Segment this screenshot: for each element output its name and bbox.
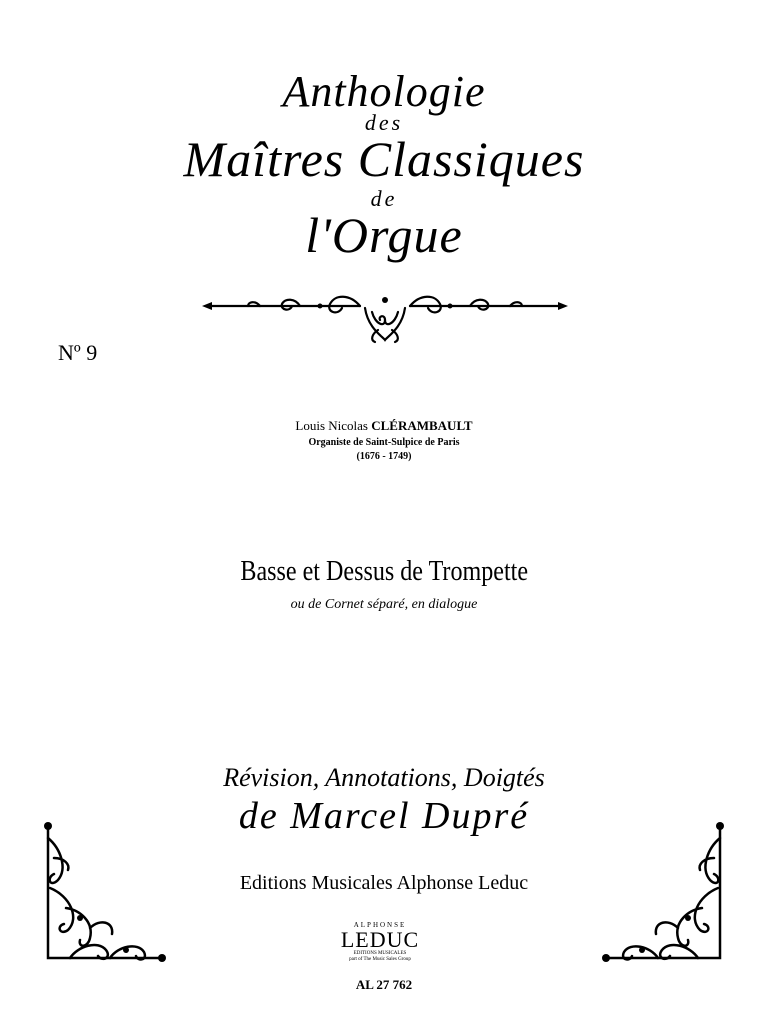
composer-first-name: Louis Nicolas <box>295 418 368 433</box>
catalog-number: AL 27 762 <box>355 977 413 992</box>
title-line-des: des <box>364 110 404 135</box>
reviser-line: de Marcel Dupré <box>238 795 530 837</box>
logo-sub-text-1: EDITIONS MUSICALES <box>353 951 407 956</box>
title-line-orgue: l'Orgue <box>305 207 463 263</box>
composer-dates: (1676 - 1749) <box>356 451 412 462</box>
title-line-anthologie: Anthologie <box>282 67 486 116</box>
publisher-name: Editions Musicales Alphonse Leduc <box>239 872 529 894</box>
work-title: Basse et Dessus de Trompette <box>240 556 528 587</box>
logo-sub-text-2: part of The Music Sales Group <box>349 957 411 962</box>
logo-main-text: LEDUC <box>340 927 420 952</box>
composer-position: Organiste de Saint-Sulpice de Paris <box>308 437 460 448</box>
title-line-maitres-classiques: Maîtres Classiques <box>183 131 585 187</box>
publisher-logo <box>338 918 422 970</box>
logo-top-text: ALPHONSE <box>353 921 407 929</box>
title-line-de: de <box>370 186 398 211</box>
work-title-wrap <box>0 556 768 588</box>
composer-last-name: CLÉRAMBAULT <box>371 418 473 433</box>
ornament-divider-icon <box>200 290 570 346</box>
work-subtitle: ou de Cornet séparé, en dialogue <box>290 597 478 612</box>
revision-line: Révision, Annotations, Doigtés <box>223 763 545 792</box>
composer-name <box>0 418 768 434</box>
volume-number: Nº 9 <box>58 340 98 365</box>
